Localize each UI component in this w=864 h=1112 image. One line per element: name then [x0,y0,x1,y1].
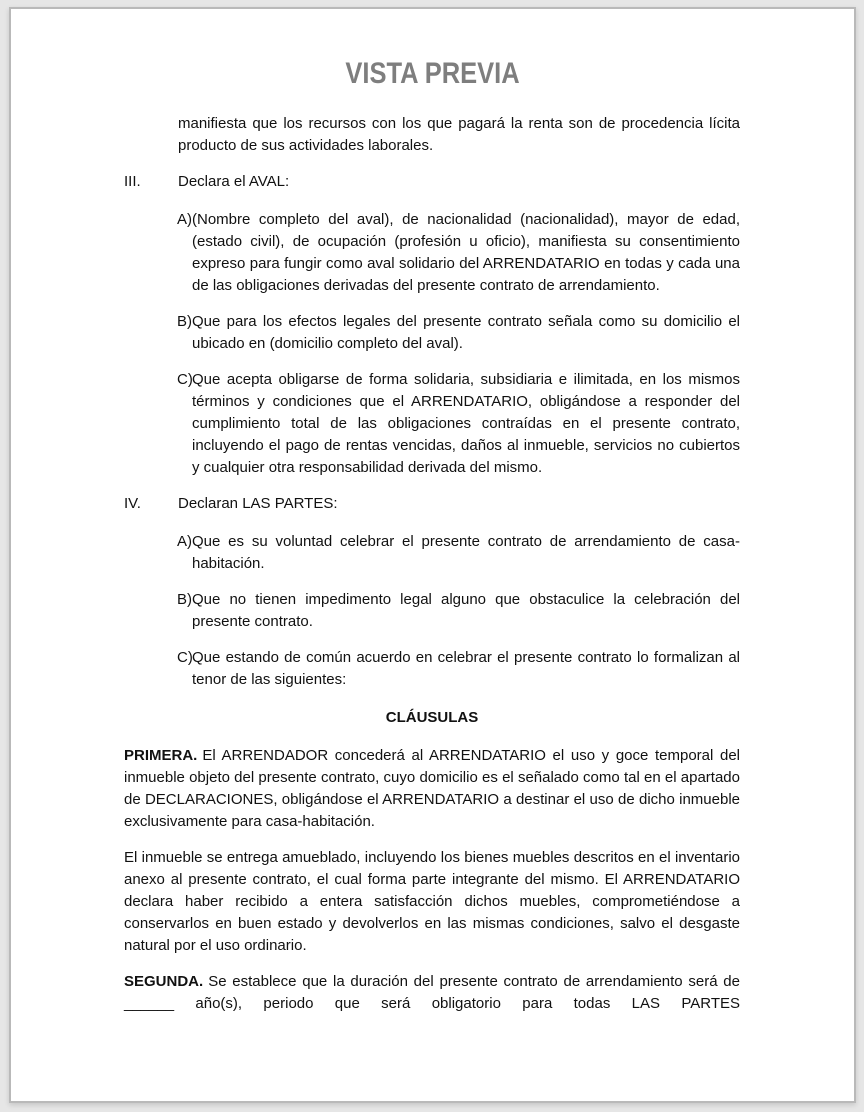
clause-label: SEGUNDA. [124,973,204,990]
intro-continuation-paragraph: manifiesta que los recursos con los que pagará la renta son de procedencia lícita producto de sus actividades laborales. [178,115,740,154]
list-item-iv-c [124,647,740,691]
declaration-section-iv [124,493,740,691]
section-title: Declara el AVAL: [178,173,290,190]
document-body [124,113,740,1015]
list-item-iv-a [124,531,740,575]
section-heading [124,171,740,193]
item-text: Que no tienen impedimento legal alguno que obstaculice la celebración del presente contrato. [192,591,740,630]
list-item-iii-b [124,311,740,355]
item-letter: A) [177,211,192,228]
clause-label: PRIMERA. [124,747,198,764]
clause-text: El ARRENDADOR concederá al ARRENDATARIO el uso y goce temporal del inmueble objeto del presente contrato, cuyo domicilio es el señalado como tal en el apartado de DECLARACIONES, obligándose el ARRENDATARIO a destinar el uso de dicho inmueble exclusivamente para casa-habitación. [124,747,740,830]
item-text: Que acepta obligarse de forma solidaria, subsidiaria e ilimitada, en los mismos términos y condiciones que el ARRENDATARIO, obligándose a responder del cumplimiento total de las obligaciones contraídas en el presente contrato, incluyendo el pago de rentas vencidas, daños al inmueble, servicios no cubiertos y cualquier otra responsabilidad derivada del mismo. [192,371,740,476]
item-letter: A) [177,533,192,550]
clause-segunda [124,971,740,1015]
page-title [11,57,854,91]
list-item-iv-b [124,589,740,633]
section-numeral: III. [124,173,141,190]
item-text: Que estando de común acuerdo en celebrar el presente contrato lo formalizan al tenor de las siguientes: [192,649,740,688]
item-text: (Nombre completo del aval), de nacionalidad (nacionalidad), mayor de edad, (estado civil), de ocupación (profesión u oficio), manifiesta su consentimiento expreso para fungir como aval solidario del ARRENDATARIO en todas y cada una de las obligaciones derivadas del presente contrato de arrendamiento. [192,211,740,294]
list-item-iii-c [124,369,740,479]
page-title-text: VISTA PREVIA [345,57,520,90]
list-item-iii-a [124,209,740,297]
section-title: Declaran LAS PARTES: [178,495,338,512]
clause-primera [124,745,740,833]
item-letter: C) [177,649,193,666]
section-numeral: IV. [124,495,141,512]
item-text: Que para los efectos legales del presente contrato señala como su domicilio el ubicado en (domicilio completo del aval). [192,313,740,352]
section-heading [124,493,740,515]
item-text: Que es su voluntad celebrar el presente contrato de arrendamiento de casa-habitación. [192,533,740,572]
item-letter: B) [177,591,192,608]
clauses-heading: CLÁUSULAS [385,709,479,726]
preview-page [9,7,856,1103]
declaration-section-iii [124,171,740,479]
clause-primera-continuation: El inmueble se entrega amueblado, incluyendo los bienes muebles descritos en el inventario anexo al presente contrato, el cual forma parte integrante del mismo. El ARRENDATARIO declara haber recibido a entera satisfacción dichos muebles, comprometiéndose a conservarlos en buen estado y devolverlos en las mismas condiciones, salvo el desgaste natural por el uso ordinario. [124,849,740,954]
item-letter: C) [177,371,193,388]
clause-text: Se establece que la duración del presente contrato de arrendamiento será de ______ año(s), periodo que será obligatorio para todas LAS PARTES [124,973,740,1012]
item-letter: B) [177,313,192,330]
